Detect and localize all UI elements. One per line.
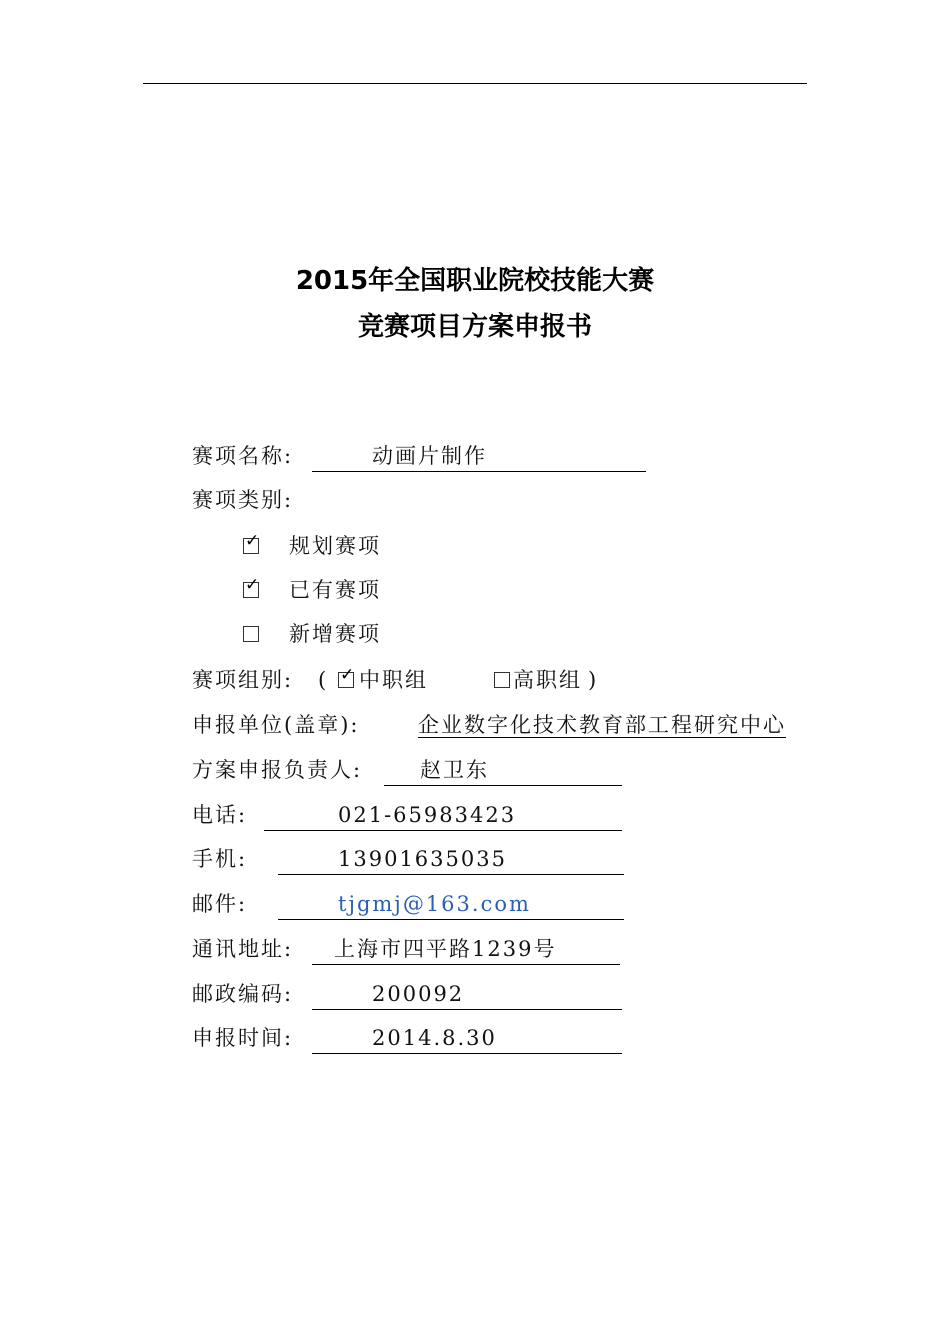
event-name-value: 动画片制作 (372, 444, 487, 468)
category-label: 赛项类别: (192, 488, 294, 512)
category-option-new[interactable] (243, 619, 381, 649)
address-label: 通讯地址: (192, 937, 294, 961)
email-row (192, 889, 247, 919)
date-row (192, 1023, 293, 1053)
group-option-secondary[interactable] (338, 665, 428, 695)
date-field[interactable] (312, 1023, 622, 1054)
checkbox-checked-icon[interactable] (243, 538, 259, 554)
category-option-label: 规划赛项 (289, 534, 381, 558)
address-value: 上海市四平路1239号 (334, 937, 557, 961)
date-label: 申报时间: (192, 1026, 294, 1050)
person-row (192, 755, 362, 785)
mobile-value: 13901635035 (338, 847, 507, 871)
checkbox-checked-icon[interactable] (243, 582, 259, 598)
unit-value: 企业数字化技术教育部工程研究中心 (418, 713, 786, 737)
unit-row (192, 710, 359, 740)
document-subtitle: 竞赛项目方案申报书 (357, 312, 592, 342)
event-name-row (192, 441, 293, 471)
address-row (192, 934, 293, 964)
group-option-label: 中职组 (359, 668, 428, 692)
email-link[interactable]: tjgmj@163.com (338, 892, 531, 916)
unit-field[interactable] (418, 710, 786, 740)
postcode-value: 200092 (372, 982, 465, 1006)
group-row (192, 665, 293, 695)
postcode-label: 邮政编码: (192, 982, 294, 1006)
phone-value: 021-65983423 (338, 803, 517, 827)
address-field[interactable] (312, 934, 620, 965)
category-option-existing[interactable] (243, 575, 381, 605)
group-open-paren: ( (318, 668, 329, 692)
phone-row (192, 800, 247, 830)
checkbox-empty-icon[interactable] (243, 626, 259, 642)
email-label: 邮件: (192, 892, 248, 916)
email-field[interactable] (278, 889, 624, 920)
event-name-label: 赛项名称: (192, 444, 294, 468)
category-option-label: 新增赛项 (289, 622, 381, 646)
mobile-row (192, 844, 247, 874)
unit-label: 申报单位(盖章): (192, 713, 360, 737)
group-label: 赛项组别: (192, 668, 294, 692)
mobile-label: 手机: (192, 847, 248, 871)
checkbox-empty-icon[interactable] (494, 672, 510, 688)
document-title: 2015年全国职业院校技能大赛 (295, 266, 655, 296)
checkbox-checked-icon[interactable] (338, 672, 354, 688)
postcode-field[interactable] (312, 979, 622, 1010)
category-option-planned[interactable] (243, 531, 381, 561)
phone-label: 电话: (192, 803, 248, 827)
group-close-paren: ) (588, 668, 599, 692)
phone-field[interactable] (264, 800, 622, 831)
date-value: 2014.8.30 (372, 1026, 497, 1050)
category-row (192, 485, 293, 515)
event-name-field[interactable] (312, 441, 646, 472)
person-label: 方案申报负责人: (192, 758, 363, 782)
header-rule (143, 83, 807, 84)
group-option-higher[interactable] (494, 665, 582, 695)
person-value: 赵卫东 (420, 758, 489, 782)
group-option-label: 高职组 (513, 668, 582, 692)
person-field[interactable] (384, 755, 622, 786)
category-option-label: 已有赛项 (289, 578, 381, 602)
postcode-row (192, 979, 293, 1009)
mobile-field[interactable] (278, 844, 624, 875)
